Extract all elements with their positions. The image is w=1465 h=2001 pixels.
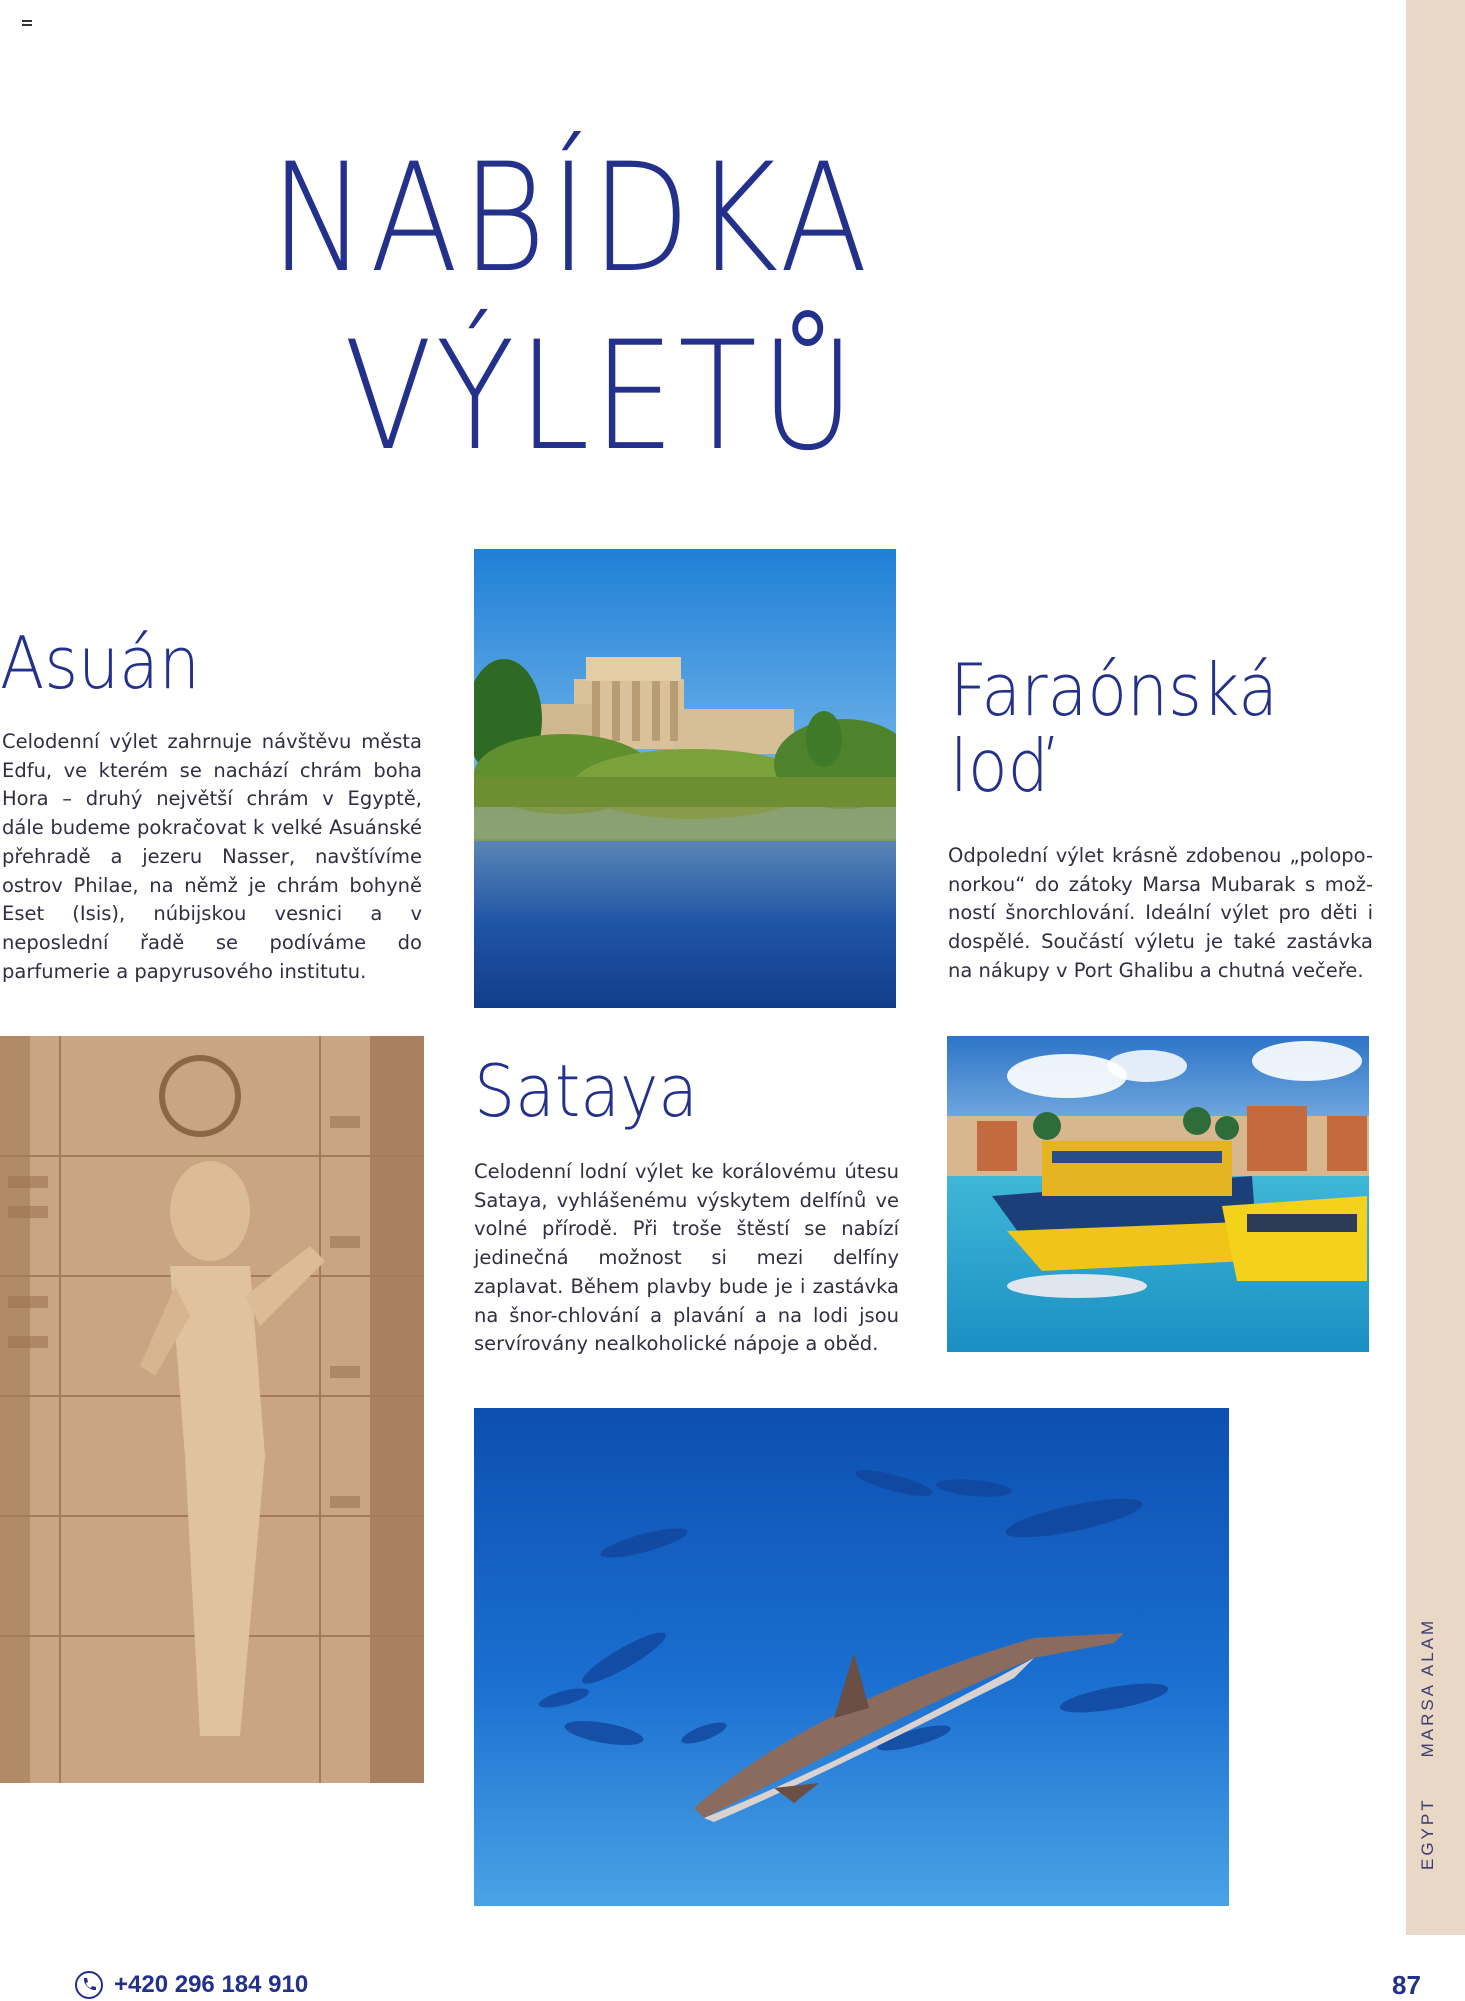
sidebar-region: MARSA ALAM bbox=[1418, 1617, 1437, 1758]
menu-icon[interactable] bbox=[22, 20, 32, 29]
faraonska-heading-line1: Faraónská bbox=[950, 648, 1278, 732]
page-title-line2: VÝLETŮ bbox=[343, 310, 859, 484]
faraonska-heading bbox=[950, 648, 1278, 808]
faraonska-heading-line2: loď bbox=[950, 724, 1049, 808]
footer-phone[interactable] bbox=[74, 1970, 308, 2000]
asuan-heading: Asuán bbox=[0, 621, 200, 705]
page-number: 87 bbox=[1392, 1970, 1421, 2000]
dolphins-photo bbox=[474, 1408, 1229, 1906]
page-title-line1: NABÍDKA bbox=[270, 132, 872, 306]
sataya-text: Celodenní lodní výlet ke korálovému útesu Sataya, vyhlášenému výskytem delfínů ve volné přírodě. Při troše štěstí se nabízí jedinečná možnost si mezi delfíny zaplavat. Během plavby bude je i zastávka na šnor-chlování a plavání a na lodi jsou servírovány nealkoholické nápoje a oběd. bbox=[474, 1160, 899, 1356]
sidebar-label bbox=[1418, 1618, 1438, 1870]
phone-icon bbox=[74, 1970, 104, 2000]
sataya-heading: Sataya bbox=[474, 1049, 699, 1133]
pharaoh-boat-photo bbox=[947, 1036, 1369, 1352]
phone-number: +420 296 184 910 bbox=[114, 1971, 309, 1998]
faraonska-text: Odpolední výlet krásně zdobenou „polopo-norkou“ do zátoky Marsa Mubarak s mož-ností šnorchlování. Ideální výlet pro děti i dospělé. Součástí výletu je také zastávka na nákupy v Port Ghalibu a chutná večeře. bbox=[948, 844, 1373, 982]
page-title bbox=[270, 130, 872, 486]
asuan-text: Celodenní výlet zahrnuje návštěvu města Edfu, ve kterém se nachází chrám boha Hora – druhý největší chrám v Egyptě, dále budeme pokračovat k velké Asuánské přehradě a jezeru Nasser, navštívíme ostrov Philae, na němž je chrám bohyně Eset (Isis), núbijskou vesnici a v neposlední řadě se podíváme do parfumerie a papyrusového institutu. bbox=[2, 730, 422, 983]
sidebar-country: EGYPT bbox=[1418, 1797, 1437, 1870]
hieroglyph-relief-photo bbox=[0, 1036, 424, 1783]
philae-temple-photo bbox=[474, 549, 896, 1008]
